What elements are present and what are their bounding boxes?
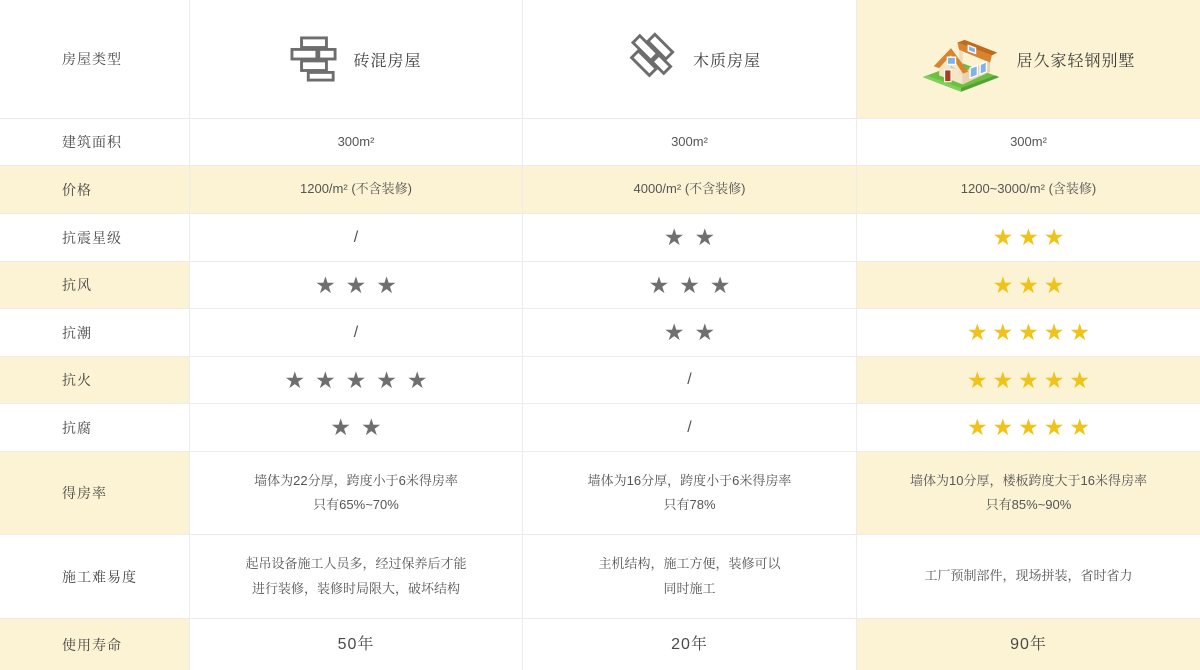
row-label: 抗潮 bbox=[0, 309, 190, 357]
star-rating-5: ★★★★★ bbox=[966, 366, 1096, 393]
table-cell bbox=[190, 262, 523, 309]
column-header-wood-house bbox=[523, 0, 857, 119]
not-applicable-slash: / bbox=[353, 323, 359, 341]
cell-text-line: 300m² bbox=[671, 133, 708, 149]
column-header-brick-house bbox=[190, 0, 523, 119]
table-cell bbox=[523, 214, 857, 262]
table-cell bbox=[857, 357, 1200, 404]
star-rating-5: ★★★★★ bbox=[966, 414, 1096, 440]
table-cell bbox=[190, 535, 523, 619]
table-cell bbox=[857, 309, 1200, 357]
corner-house-type-label bbox=[0, 0, 190, 119]
cell-text-line: 主机结构，施工方便，装修可以 bbox=[598, 556, 781, 572]
table-cell bbox=[523, 166, 857, 214]
row-label: 得房率 bbox=[0, 452, 190, 535]
star-rating-3: ★★★ bbox=[648, 271, 741, 298]
column-header-steel-villa bbox=[857, 0, 1200, 119]
table-cell bbox=[857, 214, 1200, 262]
star-rating-3: ★★★ bbox=[992, 224, 1070, 250]
row-label: 使用寿命 bbox=[0, 619, 190, 670]
cell-text-line: 90年 bbox=[1010, 635, 1047, 653]
wood-icon bbox=[618, 29, 678, 89]
cell-text-line: 50年 bbox=[337, 635, 375, 653]
table-cell bbox=[523, 452, 857, 535]
not-applicable-slash: / bbox=[687, 418, 692, 436]
table-cell bbox=[523, 309, 857, 357]
cell-text-line: 进行装修，装修时局限大，破坏结构 bbox=[251, 580, 460, 596]
cell-text-line: 4000/m² (不含装修) bbox=[633, 181, 746, 197]
row-label: 建筑面积 bbox=[0, 119, 190, 166]
star-rating-5: ★★★★★ bbox=[966, 319, 1096, 345]
star-rating-3: ★★★ bbox=[992, 271, 1070, 298]
row-label: 抗火 bbox=[0, 357, 190, 404]
row-label: 抗震星级 bbox=[0, 214, 190, 262]
table-cell bbox=[857, 166, 1200, 214]
table-cell bbox=[190, 309, 523, 357]
cell-text-line: 墙体为10分厚，楼板跨度大于16米得房率 bbox=[910, 472, 1147, 488]
row-label: 抗腐 bbox=[0, 404, 190, 452]
cell-text-line: 1200~3000/m² (含装修) bbox=[960, 181, 1097, 197]
cell-text-line: 墙体为16分厚，跨度小于6米得房率 bbox=[587, 472, 792, 488]
table-cell bbox=[857, 119, 1200, 166]
star-rating-2: ★★ bbox=[330, 414, 392, 440]
row-label: 价格 bbox=[0, 166, 190, 214]
table-cell bbox=[857, 535, 1200, 619]
table-cell bbox=[523, 619, 857, 670]
cell-text-line: 300m² bbox=[1010, 133, 1047, 149]
table-cell bbox=[523, 535, 857, 619]
table-cell bbox=[190, 619, 523, 670]
cell-text-line: 只有78% bbox=[663, 497, 716, 512]
table-cell bbox=[190, 404, 523, 452]
table-cell bbox=[857, 452, 1200, 535]
column-header-label: 居久家轻钢别墅 bbox=[1016, 52, 1136, 70]
cell-text-line: 只有85%~90% bbox=[985, 497, 1072, 512]
cell-text-line: 同时施工 bbox=[663, 580, 716, 596]
not-applicable-slash: / bbox=[687, 371, 692, 389]
cell-text-line: 1200/m² (不含装修) bbox=[300, 181, 412, 197]
corner-label-text: 房屋类型 bbox=[62, 51, 122, 67]
cell-text-line: 墙体为22分厚，跨度小于6米得房率 bbox=[254, 472, 458, 488]
cell-text-line: 只有65%~70% bbox=[313, 497, 399, 512]
table-cell bbox=[190, 357, 523, 404]
star-rating-5: ★★★★★ bbox=[284, 366, 438, 393]
table-cell bbox=[523, 119, 857, 166]
cell-text-line: 300m² bbox=[337, 133, 375, 149]
cell-text-line: 20年 bbox=[671, 635, 708, 653]
table-cell bbox=[523, 404, 857, 452]
star-rating-2: ★★ bbox=[663, 319, 726, 345]
table-cell bbox=[857, 262, 1200, 309]
brick-icon bbox=[290, 36, 338, 82]
row-label: 施工难易度 bbox=[0, 535, 190, 619]
steel-villa-house-icon bbox=[921, 24, 1001, 94]
table-cell bbox=[857, 619, 1200, 670]
table-cell bbox=[523, 357, 857, 404]
column-header-label: 木质房屋 bbox=[692, 52, 761, 70]
star-rating-2: ★★ bbox=[663, 224, 726, 250]
row-label: 抗风 bbox=[0, 262, 190, 309]
table-cell bbox=[857, 404, 1200, 452]
table-cell bbox=[190, 119, 523, 166]
star-rating-3: ★★★ bbox=[315, 271, 407, 298]
table-cell bbox=[190, 214, 523, 262]
cell-text-line: 起吊设备施工人员多，经过保养后才能 bbox=[245, 556, 467, 572]
not-applicable-slash: / bbox=[353, 228, 359, 246]
table-cell bbox=[523, 262, 857, 309]
cell-text-line: 工厂预制部件，现场拼装，省时省力 bbox=[924, 568, 1133, 584]
table-cell bbox=[190, 452, 523, 535]
table-cell bbox=[190, 166, 523, 214]
column-header-label: 砖混房屋 bbox=[353, 52, 422, 70]
